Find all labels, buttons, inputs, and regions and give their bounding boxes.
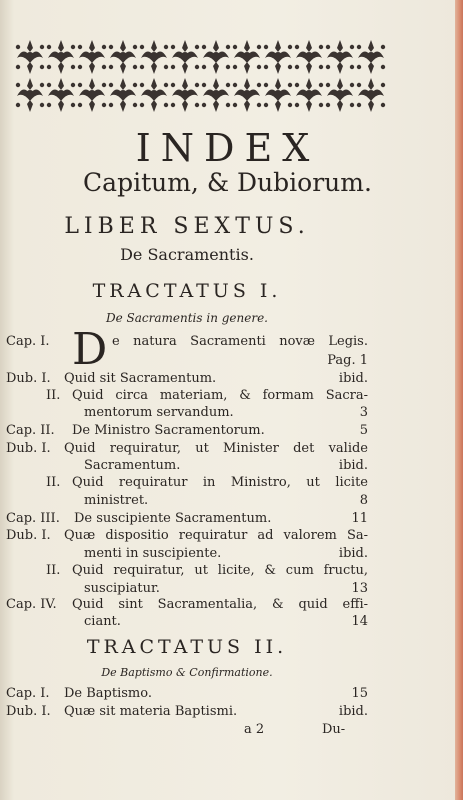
entry-page: ibid. xyxy=(338,704,368,719)
entry-page: 13 xyxy=(351,581,368,596)
index-entry xyxy=(0,333,368,351)
entry-label: Cap. I. xyxy=(6,334,50,349)
fleuron-icon xyxy=(47,78,75,112)
entry-label: II. xyxy=(46,475,61,490)
fleuron-icon xyxy=(326,40,354,74)
entry-text: e natura Sacramenti novæ Legis. xyxy=(112,334,368,349)
index-entry xyxy=(0,474,368,492)
entry-text: Quæ sit materia Baptismi. xyxy=(64,704,238,719)
index-entry xyxy=(0,527,368,545)
fleuron-icon xyxy=(326,78,354,112)
index-subtitle: Capitum, & Dubiorum. xyxy=(83,168,372,197)
fleuron-icon xyxy=(264,78,292,112)
index-entry xyxy=(0,562,368,580)
fleuron-icon xyxy=(140,78,168,112)
entry-text: Quid requiratur, ut licite, & cum fructu, xyxy=(72,563,368,578)
index-entry xyxy=(0,492,368,510)
entry-text: Quid circa materiam, & formam Sacra- xyxy=(72,388,368,403)
entry-page: ibid. xyxy=(338,371,368,386)
fleuron-icon xyxy=(171,40,199,74)
entry-page: ibid. xyxy=(338,546,368,561)
entry-label: II. xyxy=(46,388,61,403)
index-entry xyxy=(0,387,368,405)
index-title: INDEX xyxy=(135,126,320,170)
catchword: Du- xyxy=(322,722,346,737)
entry-text: De Baptismo. xyxy=(64,686,152,701)
fleuron-ornament-band xyxy=(14,38,390,112)
entry-text: Quid sint Sacramentalia, & quid effi- xyxy=(72,597,368,612)
index-entry xyxy=(0,370,368,388)
entry-text: mentorum servandum. xyxy=(84,405,234,420)
fleuron-icon xyxy=(202,40,230,74)
fleuron-icon xyxy=(202,78,230,112)
entry-label: Dub. I. xyxy=(6,528,51,543)
fleuron-icon xyxy=(295,40,323,74)
fleuron-icon xyxy=(47,40,75,74)
entry-text: Quid requiratur in Ministro, ut licite xyxy=(72,475,368,490)
entry-text: De suscipiente Sacramentum. xyxy=(74,511,272,526)
entry-label: Cap. III. xyxy=(6,511,60,526)
fleuron-icon xyxy=(16,40,44,74)
fleuron-icon xyxy=(233,40,261,74)
entry-page: 15 xyxy=(351,686,368,701)
fleuron-icon xyxy=(357,40,385,74)
fleuron-icon xyxy=(171,78,199,112)
entry-page: ibid. xyxy=(338,458,368,473)
entry-text: Quæ dispositio requiratur ad valorem Sa- xyxy=(64,528,368,543)
fleuron-icon xyxy=(109,40,137,74)
fleuron-icon xyxy=(264,40,292,74)
index-entry xyxy=(0,404,368,422)
index-entry xyxy=(0,422,368,440)
red-fore-edge xyxy=(455,0,463,800)
entry-text: De Ministro Sacramentorum. xyxy=(72,423,265,438)
drop-capital: D xyxy=(72,324,108,375)
tractatus-1-heading: TRACTATUS I. xyxy=(92,280,282,302)
entry-page: 14 xyxy=(351,614,368,629)
fleuron-icon xyxy=(109,78,137,112)
fleuron-icon xyxy=(78,40,106,74)
index-entry xyxy=(0,510,368,528)
index-entry xyxy=(0,440,368,458)
signature-mark: a 2 xyxy=(244,722,265,737)
entry-page: Pag. 1 xyxy=(327,353,368,368)
entry-page: 3 xyxy=(359,405,368,420)
entry-label: Dub. I. xyxy=(6,704,51,719)
tractatus-2-heading: TRACTATUS II. xyxy=(86,636,288,658)
entry-label: Dub. I. xyxy=(6,371,51,386)
entry-label: Cap. II. xyxy=(6,423,55,438)
fleuron-icon xyxy=(295,78,323,112)
entry-label: Cap. I. xyxy=(6,686,50,701)
entry-text: ciant. xyxy=(84,614,121,629)
entry-label: Dub. I. xyxy=(6,441,51,456)
fleuron-icon xyxy=(16,78,44,112)
index-entry xyxy=(0,457,368,475)
index-entry xyxy=(0,685,368,703)
entry-page: 8 xyxy=(359,493,368,508)
entry-text: Quid sit Sacramentum. xyxy=(64,371,217,386)
index-entry xyxy=(0,596,368,614)
index-entry xyxy=(0,545,368,563)
tractatus-2-subheading: De Baptismo & Confirmatione. xyxy=(101,666,273,679)
fleuron-icon xyxy=(78,78,106,112)
entry-text: ministret. xyxy=(84,493,149,508)
entry-page: 11 xyxy=(351,511,368,526)
index-entry xyxy=(0,613,368,631)
fleuron-icon xyxy=(233,78,261,112)
liber-subheading: De Sacramentis. xyxy=(120,245,254,264)
index-entry xyxy=(0,703,368,721)
entry-text: Quid requiratur, ut Minister det valide xyxy=(64,441,368,456)
entry-label: Cap. IV. xyxy=(6,597,57,612)
index-entry xyxy=(0,352,368,370)
entry-label: II. xyxy=(46,563,61,578)
entry-text: menti in suscipiente. xyxy=(84,546,222,561)
fleuron-icon xyxy=(140,40,168,74)
liber-heading: LIBER SEXTUS. xyxy=(64,214,310,239)
entry-text: suscipiatur. xyxy=(84,581,160,596)
fleuron-icon xyxy=(357,78,385,112)
entry-text: Sacramentum. xyxy=(84,458,181,473)
entry-page: 5 xyxy=(359,423,368,438)
tractatus-1-subheading: De Sacramentis in genere. xyxy=(105,311,268,325)
